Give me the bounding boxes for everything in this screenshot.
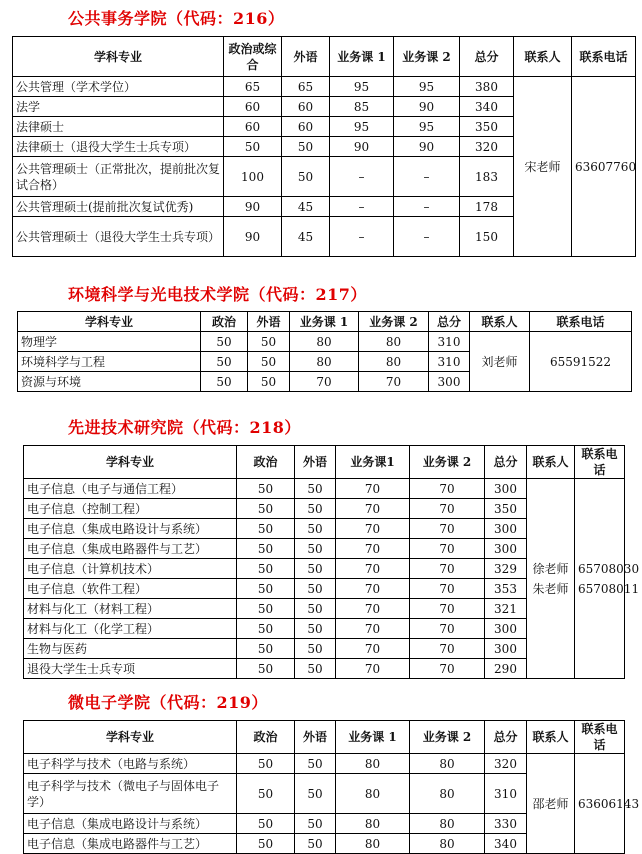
cell-foreign: 50 — [295, 519, 336, 539]
table-row — [24, 754, 625, 774]
cell-subject: 法学 — [13, 97, 224, 117]
cell-politics: 50 — [237, 619, 295, 639]
col-header-total: 总分 — [485, 446, 527, 479]
cell-politics: 50 — [237, 639, 295, 659]
cell-foreign: 60 — [282, 117, 330, 137]
cell-course2: 80 — [359, 332, 429, 352]
col-header-foreign: 外语 — [282, 37, 330, 77]
cell-course1: 80 — [290, 332, 359, 352]
table-row — [24, 479, 625, 499]
cell-politics: 50 — [237, 479, 295, 499]
cell-foreign: 45 — [282, 217, 330, 257]
col-header-foreign: 外语 — [248, 312, 290, 332]
col-header-subject: 学科专业 — [18, 312, 201, 332]
cell-subject: 电子信息（计算机技术） — [24, 559, 237, 579]
cell-total: 300 — [485, 539, 527, 559]
col-header-course1: 业务课1 — [336, 446, 410, 479]
cell-course1: 80 — [336, 834, 410, 854]
col-header-course1: 业务课 1 — [290, 312, 359, 332]
col-header-subject: 学科专业 — [24, 446, 237, 479]
cell-total: 300 — [429, 372, 470, 392]
cell-politics: 50 — [237, 659, 295, 679]
cell-total: 310 — [485, 774, 527, 814]
cell-course2: 80 — [410, 834, 485, 854]
cell-subject: 电子信息（集成电路器件与工艺） — [24, 834, 237, 854]
cell-subject: 物理学 — [18, 332, 201, 352]
cell-politics: 50 — [237, 519, 295, 539]
cell-subject: 法律硕士 — [13, 117, 224, 137]
cell-politics: 50 — [201, 352, 248, 372]
cell-foreign: 50 — [248, 372, 290, 392]
cell-total: 340 — [485, 834, 527, 854]
cell-course2: 90 — [394, 137, 460, 157]
col-header-contact: 联系人 — [527, 446, 575, 479]
cell-subject: 材料与化工（材料工程） — [24, 599, 237, 619]
section-title-218: 先进技术研究院（代码：218） — [68, 418, 301, 437]
cell-foreign: 50 — [282, 137, 330, 157]
cell-total: 178 — [460, 197, 514, 217]
cell-foreign: 50 — [295, 559, 336, 579]
cell-politics: 50 — [237, 754, 295, 774]
table-header-row — [13, 37, 636, 77]
cell-course1: 85 — [330, 97, 394, 117]
cell-politics: 50 — [237, 539, 295, 559]
table-row — [18, 332, 632, 352]
cell-subject: 环境科学与工程 — [18, 352, 201, 372]
cell-phone: 63606143 — [575, 754, 625, 854]
cell-total: 330 — [485, 814, 527, 834]
cell-subject: 材料与化工（化学工程） — [24, 619, 237, 639]
cell-foreign: 50 — [295, 774, 336, 814]
cell-subject: 法律硕士（退役大学生士兵专项） — [13, 137, 224, 157]
cell-phone: 65591522 — [530, 332, 632, 392]
cell-subject: 电子信息（集成电路器件与工艺） — [24, 539, 237, 559]
cell-foreign: 50 — [295, 619, 336, 639]
cell-course2: 70 — [410, 599, 485, 619]
cell-foreign: 50 — [295, 599, 336, 619]
cell-subject: 公共管理（学术学位） — [13, 77, 224, 97]
cell-politics: 50 — [237, 599, 295, 619]
cell-course2: 80 — [359, 352, 429, 372]
cell-subject: 电子信息（电子与通信工程） — [24, 479, 237, 499]
cell-total: 310 — [429, 332, 470, 352]
cell-politics: 50 — [237, 774, 295, 814]
cell-foreign: 50 — [295, 834, 336, 854]
cell-course2: 70 — [410, 479, 485, 499]
col-header-phone: 联系电话 — [575, 721, 625, 754]
col-header-politics: 政治 — [201, 312, 248, 332]
cell-course2: 70 — [410, 619, 485, 639]
col-header-total: 总分 — [429, 312, 470, 332]
cell-total: 320 — [460, 137, 514, 157]
col-header-phone: 联系电话 — [572, 37, 636, 77]
cell-course2: 90 — [394, 97, 460, 117]
col-header-course2: 业务课 2 — [410, 721, 485, 754]
cell-course2: 70 — [410, 659, 485, 679]
cell-politics: 50 — [201, 332, 248, 352]
score-table-217 — [17, 311, 632, 392]
cell-politics: 50 — [237, 499, 295, 519]
score-table-219 — [23, 720, 640, 854]
cell-total: 380 — [460, 77, 514, 97]
col-header-course2: 业务课 2 — [394, 37, 460, 77]
col-header-total: 总分 — [460, 37, 514, 77]
cell-course1: 70 — [336, 639, 410, 659]
cell-course2: 70 — [410, 499, 485, 519]
cell-total: 340 — [460, 97, 514, 117]
cell-foreign: 50 — [248, 332, 290, 352]
cell-course1: 95 — [330, 117, 394, 137]
cell-foreign: 60 — [282, 97, 330, 117]
cell-course1: 70 — [336, 619, 410, 639]
cell-politics: 100 — [224, 157, 282, 197]
col-header-contact: 联系人 — [470, 312, 530, 332]
col-header-contact: 联系人 — [514, 37, 572, 77]
cell-course1: – — [330, 157, 394, 197]
cell-phone: 63607760 — [572, 77, 636, 257]
cell-contact: 宋老师 — [514, 77, 572, 257]
cell-course2: 95 — [394, 117, 460, 137]
cell-foreign: 50 — [295, 659, 336, 679]
cell-politics: 90 — [224, 217, 282, 257]
table-row — [13, 77, 636, 97]
cell-foreign: 50 — [295, 639, 336, 659]
section-title-219: 微电子学院（代码：219） — [68, 693, 268, 712]
cell-course2: – — [394, 217, 460, 257]
cell-course1: 70 — [290, 372, 359, 392]
cell-course1: 70 — [336, 539, 410, 559]
col-header-contact: 联系人 — [527, 721, 575, 754]
cell-politics: 50 — [237, 579, 295, 599]
col-header-politics: 政治或综合 — [224, 37, 282, 77]
section-title-216: 公共事务学院（代码：216） — [68, 9, 285, 28]
score-table-216 — [12, 36, 636, 257]
cell-subject: 电子信息（集成电路设计与系统） — [24, 519, 237, 539]
col-header-total: 总分 — [485, 721, 527, 754]
cell-total: 183 — [460, 157, 514, 197]
cell-total: 329 — [485, 559, 527, 579]
cell-course1: – — [330, 197, 394, 217]
cell-course2: 70 — [410, 539, 485, 559]
cell-politics: 65 — [224, 77, 282, 97]
cell-politics: 60 — [224, 117, 282, 137]
table-header-row — [24, 721, 625, 754]
cell-course2: 80 — [410, 754, 485, 774]
cell-subject: 生物与医药 — [24, 639, 237, 659]
cell-total: 300 — [485, 479, 527, 499]
cell-phone: 65708030 65708011 — [575, 479, 625, 679]
cell-course2: – — [394, 157, 460, 197]
cell-course2: 70 — [359, 372, 429, 392]
cell-politics: 50 — [237, 814, 295, 834]
cell-total: 300 — [485, 639, 527, 659]
cell-course1: 70 — [336, 479, 410, 499]
cell-contact: 刘老师 — [470, 332, 530, 392]
cell-subject: 电子信息（软件工程） — [24, 579, 237, 599]
cell-foreign: 45 — [282, 197, 330, 217]
cell-total: 290 — [485, 659, 527, 679]
col-header-course1: 业务课 1 — [330, 37, 394, 77]
cell-foreign: 50 — [295, 499, 336, 519]
cell-subject: 公共管理硕士(提前批次复试优秀) — [13, 197, 224, 217]
table-header-row — [18, 312, 632, 332]
col-header-foreign: 外语 — [295, 721, 336, 754]
cell-foreign: 50 — [295, 754, 336, 774]
cell-total: 320 — [485, 754, 527, 774]
cell-course1: – — [330, 217, 394, 257]
col-header-phone: 联系电话 — [530, 312, 632, 332]
cell-politics: 50 — [224, 137, 282, 157]
cell-course1: 70 — [336, 579, 410, 599]
col-header-course1: 业务课 1 — [336, 721, 410, 754]
cell-course1: 70 — [336, 559, 410, 579]
cell-politics: 50 — [201, 372, 248, 392]
col-header-course2: 业务课 2 — [410, 446, 485, 479]
cell-total: 350 — [485, 499, 527, 519]
cell-subject: 电子信息（控制工程） — [24, 499, 237, 519]
cell-total: 300 — [485, 519, 527, 539]
cell-course2: – — [394, 197, 460, 217]
cell-foreign: 50 — [295, 579, 336, 599]
cell-course2: 70 — [410, 559, 485, 579]
cell-course1: 70 — [336, 659, 410, 679]
cell-subject: 公共管理硕士（退役大学生士兵专项） — [13, 217, 224, 257]
col-header-politics: 政治 — [237, 721, 295, 754]
cell-foreign: 50 — [248, 352, 290, 372]
table-header-row — [24, 446, 625, 479]
col-header-politics: 政治 — [237, 446, 295, 479]
cell-course2: 70 — [410, 519, 485, 539]
cell-course2: 70 — [410, 639, 485, 659]
cell-total: 321 — [485, 599, 527, 619]
cell-course1: 70 — [336, 499, 410, 519]
cell-contact: 徐老师 朱老师 — [527, 479, 575, 679]
cell-course1: 80 — [336, 814, 410, 834]
cell-total: 353 — [485, 579, 527, 599]
cell-course1: 80 — [336, 774, 410, 814]
cell-politics: 50 — [237, 834, 295, 854]
cell-politics: 50 — [237, 559, 295, 579]
cell-foreign: 50 — [295, 479, 336, 499]
cell-foreign: 50 — [282, 157, 330, 197]
cell-course1: 95 — [330, 77, 394, 97]
col-header-course2: 业务课 2 — [359, 312, 429, 332]
col-header-phone: 联系电话 — [575, 446, 625, 479]
cell-total: 310 — [429, 352, 470, 372]
cell-subject: 公共管理硕士（正常批次，提前批次复试合格） — [13, 157, 224, 197]
cell-total: 150 — [460, 217, 514, 257]
cell-foreign: 50 — [295, 539, 336, 559]
cell-total: 350 — [460, 117, 514, 137]
cell-subject: 电子科学与技术（微电子与固体电子学） — [24, 774, 237, 814]
cell-politics: 60 — [224, 97, 282, 117]
cell-course2: 80 — [410, 774, 485, 814]
cell-course1: 70 — [336, 519, 410, 539]
cell-total: 300 — [485, 619, 527, 639]
score-table-218 — [23, 445, 640, 679]
cell-contact: 邵老师 — [527, 754, 575, 854]
cell-course1: 80 — [290, 352, 359, 372]
cell-course2: 70 — [410, 579, 485, 599]
cell-subject: 资源与环境 — [18, 372, 201, 392]
cell-subject: 电子信息（集成电路设计与系统） — [24, 814, 237, 834]
cell-course1: 70 — [336, 599, 410, 619]
col-header-foreign: 外语 — [295, 446, 336, 479]
col-header-subject: 学科专业 — [24, 721, 237, 754]
cell-foreign: 65 — [282, 77, 330, 97]
cell-subject: 退役大学生士兵专项 — [24, 659, 237, 679]
cell-subject: 电子科学与技术（电路与系统） — [24, 754, 237, 774]
cell-course1: 80 — [336, 754, 410, 774]
cell-course2: 95 — [394, 77, 460, 97]
cell-politics: 90 — [224, 197, 282, 217]
cell-course1: 90 — [330, 137, 394, 157]
section-title-217: 环境科学与光电技术学院（代码：217） — [68, 285, 367, 304]
cell-foreign: 50 — [295, 814, 336, 834]
cell-course2: 80 — [410, 814, 485, 834]
col-header-subject: 学科专业 — [13, 37, 224, 77]
